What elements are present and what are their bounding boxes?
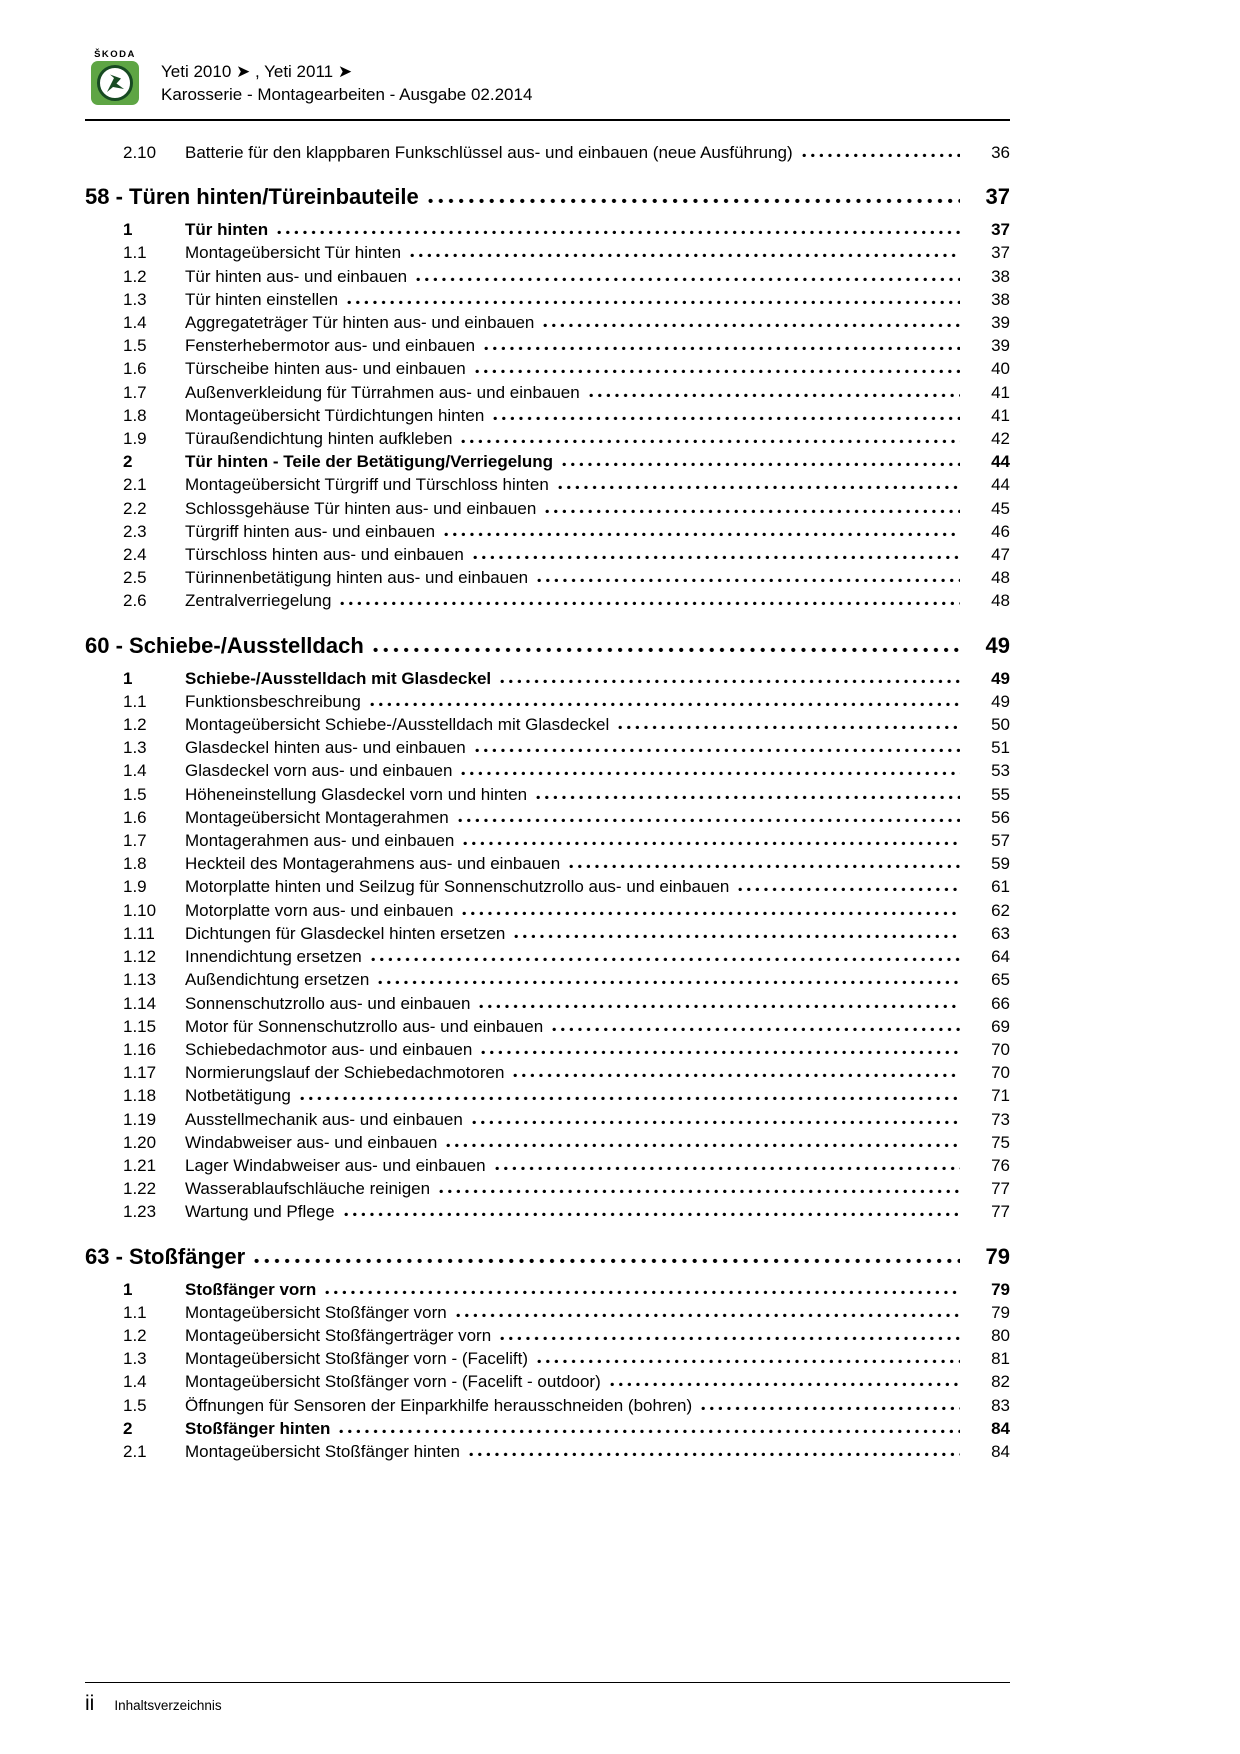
dot-leader	[340, 601, 960, 606]
toc-entry-row	[85, 381, 1010, 404]
entry-page-number: 84	[991, 1441, 1010, 1461]
entry-title: Montageübersicht Türdichtungen hinten	[185, 405, 485, 425]
toc-entry-row	[85, 875, 1010, 898]
chapter-page-number: 79	[985, 1243, 1010, 1269]
entry-page-number: 73	[991, 1109, 1010, 1129]
entry-title: Tür hinten einstellen	[185, 289, 339, 309]
entry-title: Glasdeckel hinten aus- und einbauen	[185, 738, 466, 758]
dot-leader	[416, 277, 960, 282]
toc-entry-row	[85, 473, 1010, 496]
entry-number: 2.1	[123, 1441, 147, 1461]
entry-number: 1.1	[123, 1302, 147, 1322]
toc-entry-row	[85, 497, 1010, 520]
dot-leader	[500, 1336, 960, 1341]
entry-title: Aggregateträger Tür hinten aus- und einbauen	[185, 313, 535, 333]
toc-entry-row	[85, 427, 1010, 450]
entry-page-number: 62	[991, 900, 1010, 920]
entry-title: Motorplatte hinten und Seilzug für Sonnenschutzrollo aus- und einbauen	[185, 877, 730, 897]
entry-title: Stoßfänger vorn	[185, 1279, 317, 1299]
entry-page-number: 47	[991, 545, 1010, 565]
entry-title: Außenverkleidung für Türrahmen aus- und einbauen	[185, 382, 580, 402]
entry-page-number: 37	[991, 220, 1010, 240]
entry-page-number: 55	[991, 784, 1010, 804]
entry-number: 2	[123, 452, 133, 472]
dot-leader	[495, 1166, 960, 1171]
entry-page-number: 49	[991, 668, 1010, 688]
entry-title: Heckteil des Montagerahmens aus- und einbauen	[185, 854, 561, 874]
toc-entry-row	[85, 265, 1010, 288]
dot-leader	[475, 369, 960, 374]
entry-number: 1.3	[123, 289, 147, 309]
dot-leader	[545, 509, 960, 514]
dot-leader	[444, 532, 960, 537]
dot-leader	[475, 748, 960, 753]
dot-leader	[339, 1429, 960, 1434]
entry-page-number: 66	[991, 993, 1010, 1013]
entry-page-number: 79	[991, 1279, 1010, 1299]
entry-title: Batterie für den klappbaren Funkschlüssel aus- und einbauen (neue Ausführung)	[185, 143, 793, 162]
entry-title: Ausstellmechanik aus- und einbauen	[185, 1109, 463, 1129]
dot-leader	[618, 725, 960, 730]
entry-title: Motor für Sonnenschutzrollo aus- und einbauen	[185, 1016, 544, 1036]
entry-number: 1.1	[123, 691, 147, 711]
dot-leader	[254, 1258, 960, 1264]
dot-leader	[569, 864, 960, 869]
dot-leader	[461, 771, 960, 776]
dot-leader	[558, 485, 960, 490]
entry-title: Sonnenschutzrollo aus- und einbauen	[185, 993, 471, 1013]
toc-entry-row	[85, 759, 1010, 782]
entry-number: 1.15	[123, 1016, 157, 1036]
entry-page-number: 39	[991, 313, 1010, 333]
entry-title: Montageübersicht Stoßfänger vorn - (Facelift)	[185, 1349, 528, 1369]
entry-title: Montageübersicht Tür hinten	[185, 243, 402, 263]
entry-title: Türaußendichtung hinten aufkleben	[185, 429, 453, 449]
entry-page-number: 70	[991, 1063, 1010, 1083]
entry-number: 1.21	[123, 1155, 157, 1175]
entry-page-number: 71	[991, 1086, 1010, 1106]
table-of-contents	[85, 141, 1010, 1463]
entry-number: 1.1	[123, 243, 147, 263]
entry-number: 1.20	[123, 1132, 157, 1152]
dot-leader	[537, 1359, 960, 1364]
entry-page-number: 44	[991, 452, 1010, 472]
entry-number: 1.17	[123, 1063, 157, 1083]
toc-entry-row	[85, 1154, 1010, 1177]
entry-page-number: 38	[991, 266, 1010, 286]
skoda-logo	[85, 46, 145, 113]
entry-title: Funktionsbeschreibung	[185, 691, 361, 711]
entry-number: 1.12	[123, 947, 157, 967]
entry-number: 1.16	[123, 1039, 157, 1059]
dot-leader	[543, 323, 960, 328]
toc-entry-row	[85, 1324, 1010, 1347]
toc-chapter-row	[85, 183, 1010, 211]
page-header	[85, 49, 1010, 113]
entry-title: Wasserablaufschläuche reinigen	[185, 1179, 431, 1199]
entry-number: 1.9	[123, 429, 147, 449]
toc-entry-row	[85, 922, 1010, 945]
entry-number: 1	[123, 668, 133, 688]
entry-number: 1	[123, 1279, 133, 1299]
toc-entry-row	[85, 566, 1010, 589]
dot-leader	[473, 555, 960, 560]
dot-leader	[378, 980, 960, 985]
entry-title: Montageübersicht Stoßfänger hinten	[185, 1441, 461, 1461]
entry-number: 1.2	[123, 715, 147, 735]
toc-entry-row	[85, 1347, 1010, 1370]
dot-leader	[610, 1382, 960, 1387]
entry-number: 1.11	[123, 923, 155, 943]
entry-number: 1.3	[123, 738, 147, 758]
entry-title: Tür hinten	[185, 220, 269, 240]
entry-number: 1.4	[123, 313, 147, 333]
toc-entry-row	[85, 806, 1010, 829]
toc-entry-row	[85, 783, 1010, 806]
dot-leader	[456, 1313, 960, 1318]
footer-section-label: Inhaltsverzeichnis	[114, 1698, 222, 1713]
entry-number: 2.2	[123, 498, 147, 518]
entry-page-number: 77	[991, 1202, 1010, 1222]
toc-entry-row	[85, 899, 1010, 922]
toc-entry-row	[85, 404, 1010, 427]
footer-rule	[85, 1682, 1010, 1683]
header-text	[161, 52, 532, 106]
toc-entry-row	[85, 1038, 1010, 1061]
entry-page-number: 76	[991, 1155, 1010, 1175]
dot-leader	[589, 393, 960, 398]
entry-title: Lager Windabweiser aus- und einbauen	[185, 1155, 486, 1175]
chapter-title: 60 - Schiebe-/Ausstelldach	[85, 632, 364, 658]
header-document-title: Karosserie - Montagearbeiten - Ausgabe 02.2014	[161, 85, 533, 104]
toc-entry-row	[85, 1084, 1010, 1107]
entry-page-number: 41	[991, 382, 1010, 402]
entry-number: 2.10	[123, 143, 157, 162]
toc-entry-row	[85, 968, 1010, 991]
dot-leader	[446, 1143, 960, 1148]
toc-entry-row	[85, 1394, 1010, 1417]
dot-leader	[493, 416, 960, 421]
dot-leader	[439, 1189, 960, 1194]
footer-line	[85, 1692, 1010, 1716]
entry-page-number: 51	[991, 738, 1010, 758]
entry-number: 1.6	[123, 807, 147, 827]
toc-entry-row	[85, 1177, 1010, 1200]
entry-page-number: 42	[991, 429, 1010, 449]
dot-leader	[373, 647, 960, 653]
page-footer	[85, 1682, 1010, 1716]
entry-number: 1.23	[123, 1202, 157, 1222]
dot-leader	[344, 1212, 960, 1217]
entry-title: Motorplatte vorn aus- und einbauen	[185, 900, 454, 920]
entry-page-number: 61	[991, 877, 1010, 897]
entry-page-number: 48	[991, 591, 1010, 611]
toc-entry-row	[85, 1200, 1010, 1223]
dot-leader	[371, 957, 960, 962]
dot-leader	[300, 1096, 960, 1101]
dot-leader	[562, 462, 960, 467]
entry-number: 1.19	[123, 1109, 157, 1129]
dot-leader	[500, 679, 960, 684]
entry-page-number: 56	[991, 807, 1010, 827]
entry-title: Montageübersicht Montagerahmen	[185, 807, 449, 827]
entry-page-number: 59	[991, 854, 1010, 874]
dot-leader	[428, 198, 960, 204]
toc-entry-row	[85, 690, 1010, 713]
entry-number: 1.9	[123, 877, 147, 897]
entry-title: Dichtungen für Glasdeckel hinten ersetzen	[185, 923, 506, 943]
entry-title: Türscheibe hinten aus- und einbauen	[185, 359, 466, 379]
entry-page-number: 49	[991, 691, 1010, 711]
dot-leader	[410, 253, 960, 258]
dot-leader	[325, 1290, 960, 1295]
entry-number: 2.5	[123, 568, 147, 588]
dot-leader	[277, 230, 960, 235]
entry-page-number: 36	[991, 143, 1010, 162]
entry-title: Türschloss hinten aus- und einbauen	[185, 545, 464, 565]
toc-entry-row	[85, 450, 1010, 473]
entry-page-number: 37	[991, 243, 1010, 263]
entry-number: 2.3	[123, 521, 147, 541]
entry-title: Schlossgehäuse Tür hinten aus- und einbauen	[185, 498, 537, 518]
entry-page-number: 70	[991, 1039, 1010, 1059]
entry-page-number: 57	[991, 831, 1010, 851]
dot-leader	[469, 1452, 960, 1457]
entry-title: Stoßfänger hinten	[185, 1418, 331, 1438]
entry-number: 2	[123, 1418, 133, 1438]
entry-page-number: 64	[991, 947, 1010, 967]
toc-entry-row	[85, 1417, 1010, 1440]
entry-number: 1.8	[123, 854, 147, 874]
toc-entry-row	[85, 1108, 1010, 1131]
entry-page-number: 65	[991, 970, 1010, 990]
entry-page-number: 63	[991, 923, 1010, 943]
entry-page-number: 79	[991, 1302, 1010, 1322]
toc-chapter-row	[85, 1243, 1010, 1271]
toc-entry-row	[85, 1278, 1010, 1301]
skoda-logo-icon	[85, 46, 145, 108]
dot-leader	[479, 1004, 960, 1009]
entry-page-number: 84	[991, 1418, 1010, 1438]
entry-number: 1.5	[123, 784, 147, 804]
dot-leader	[370, 702, 960, 707]
toc-entry-row	[85, 945, 1010, 968]
entry-page-number: 46	[991, 521, 1010, 541]
footer-page-number: ii	[85, 1692, 95, 1715]
dot-leader	[481, 1050, 960, 1055]
entry-title: Fensterhebermotor aus- und einbauen	[185, 336, 476, 356]
toc-entry-row	[85, 667, 1010, 690]
entry-page-number: 81	[991, 1349, 1010, 1369]
entry-title: Türgriff hinten aus- und einbauen	[185, 521, 436, 541]
header-rule	[85, 119, 1010, 121]
toc-entry-row	[85, 241, 1010, 264]
toc-entry-row	[85, 141, 1010, 164]
entry-title: Montagerahmen aus- und einbauen	[185, 831, 455, 851]
toc-entry-row	[85, 520, 1010, 543]
dot-leader	[484, 346, 960, 351]
toc-entry-row	[85, 311, 1010, 334]
toc-entry-row	[85, 1061, 1010, 1084]
entry-number: 1.22	[123, 1179, 157, 1199]
toc-entry-row	[85, 852, 1010, 875]
dot-leader	[701, 1406, 960, 1411]
toc-chapter-row	[85, 632, 1010, 660]
entry-number: 1.2	[123, 266, 147, 286]
entry-number: 2.1	[123, 475, 147, 495]
toc-entry-row	[85, 589, 1010, 612]
dot-leader	[537, 578, 960, 583]
entry-page-number: 40	[991, 359, 1010, 379]
entry-title: Tür hinten aus- und einbauen	[185, 266, 408, 286]
chapter-title: 58 - Türen hinten/Türeinbauteile	[85, 184, 419, 210]
entry-page-number: 44	[991, 475, 1010, 495]
entry-title: Innendichtung ersetzen	[185, 947, 362, 967]
entry-page-number: 41	[991, 405, 1010, 425]
chapter-page-number: 49	[985, 632, 1010, 658]
entry-title: Tür hinten - Teile der Betätigung/Verriegelung	[185, 452, 554, 472]
toc-entry-row	[85, 1301, 1010, 1324]
entry-number: 1.13	[123, 970, 157, 990]
entry-number: 1.4	[123, 1372, 147, 1392]
entry-title: Höheneinstellung Glasdeckel vorn und hinten	[185, 784, 528, 804]
toc-entry-row	[85, 543, 1010, 566]
toc-entry-row	[85, 992, 1010, 1015]
entry-number: 1.4	[123, 761, 147, 781]
entry-title: Glasdeckel vorn aus- und einbauen	[185, 761, 453, 781]
dot-leader	[463, 841, 960, 846]
dot-leader	[552, 1027, 960, 1032]
skoda-brand-text: ŠKODA	[94, 49, 136, 60]
entry-title: Wartung und Pflege	[185, 1202, 335, 1222]
entry-page-number: 39	[991, 336, 1010, 356]
entry-number: 1	[123, 220, 133, 240]
entry-title: Notbetätigung	[185, 1086, 291, 1106]
entry-title: Montageübersicht Stoßfänger vorn	[185, 1302, 447, 1322]
dot-leader	[513, 1073, 960, 1078]
toc-entry-row	[85, 736, 1010, 759]
chapter-title: 63 - Stoßfänger	[85, 1243, 246, 1269]
entry-title: Normierungslauf der Schiebedachmotoren	[185, 1063, 505, 1083]
dot-leader	[461, 439, 960, 444]
entry-number: 1.7	[123, 831, 147, 851]
entry-page-number: 48	[991, 568, 1010, 588]
entry-page-number: 82	[991, 1372, 1010, 1392]
dot-leader	[462, 911, 960, 916]
entry-title: Montageübersicht Schiebe-/Ausstelldach mit Glasdeckel	[185, 715, 610, 735]
entry-number: 1.6	[123, 359, 147, 379]
dot-leader	[458, 818, 960, 823]
entry-title: Montageübersicht Stoßfänger vorn - (Facelift - outdoor)	[185, 1372, 601, 1392]
toc-entry-row	[85, 288, 1010, 311]
dot-leader	[472, 1120, 960, 1125]
entry-page-number: 53	[991, 761, 1010, 781]
toc-entry-row	[85, 218, 1010, 241]
entry-title: Montageübersicht Türgriff und Türschloss hinten	[185, 475, 549, 495]
entry-title: Türinnenbetätigung hinten aus- und einbauen	[185, 568, 529, 588]
entry-number: 1.8	[123, 405, 147, 425]
entry-number: 1.14	[123, 993, 157, 1013]
entry-page-number: 69	[991, 1016, 1010, 1036]
entry-page-number: 80	[991, 1325, 1010, 1345]
entry-title: Montageübersicht Stoßfängerträger vorn	[185, 1325, 492, 1345]
toc-entry-row	[85, 1131, 1010, 1154]
entry-page-number: 50	[991, 715, 1010, 735]
toc-entry-row	[85, 829, 1010, 852]
entry-title: Öffnungen für Sensoren der Einparkhilfe herausschneiden (bohren)	[185, 1395, 693, 1415]
dot-leader	[514, 934, 960, 939]
entry-page-number: 38	[991, 289, 1010, 309]
entry-number: 1.7	[123, 382, 147, 402]
toc-entry-row	[85, 1440, 1010, 1463]
header-model-line: Yeti 2010 ➤ , Yeti 2011 ➤	[161, 62, 353, 81]
entry-number: 1.5	[123, 1395, 147, 1415]
entry-title: Schiebe-/Ausstelldach mit Glasdeckel	[185, 668, 492, 688]
entry-number: 1.10	[123, 900, 157, 920]
entry-page-number: 83	[991, 1395, 1010, 1415]
dot-leader	[536, 795, 960, 800]
entry-page-number: 77	[991, 1179, 1010, 1199]
entry-number: 1.18	[123, 1086, 157, 1106]
entry-number: 2.4	[123, 545, 147, 565]
entry-page-number: 75	[991, 1132, 1010, 1152]
entry-title: Außendichtung ersetzen	[185, 970, 370, 990]
toc-entry-row	[85, 357, 1010, 380]
entry-title: Windabweiser aus- und einbauen	[185, 1132, 438, 1152]
entry-page-number: 45	[991, 498, 1010, 518]
toc-entry-row	[85, 1370, 1010, 1393]
toc-entry-row	[85, 334, 1010, 357]
dot-leader	[347, 300, 960, 305]
entry-number: 1.5	[123, 336, 147, 356]
entry-title: Schiebedachmotor aus- und einbauen	[185, 1039, 473, 1059]
chapter-page-number: 37	[985, 184, 1010, 210]
dot-leader	[802, 153, 960, 158]
entry-title: Zentralverriegelung	[185, 591, 332, 611]
dot-leader	[738, 887, 960, 892]
entry-number: 1.3	[123, 1349, 147, 1369]
toc-entry-row	[85, 713, 1010, 736]
entry-number: 1.2	[123, 1325, 147, 1345]
entry-number: 2.6	[123, 591, 147, 611]
toc-entry-row	[85, 1015, 1010, 1038]
